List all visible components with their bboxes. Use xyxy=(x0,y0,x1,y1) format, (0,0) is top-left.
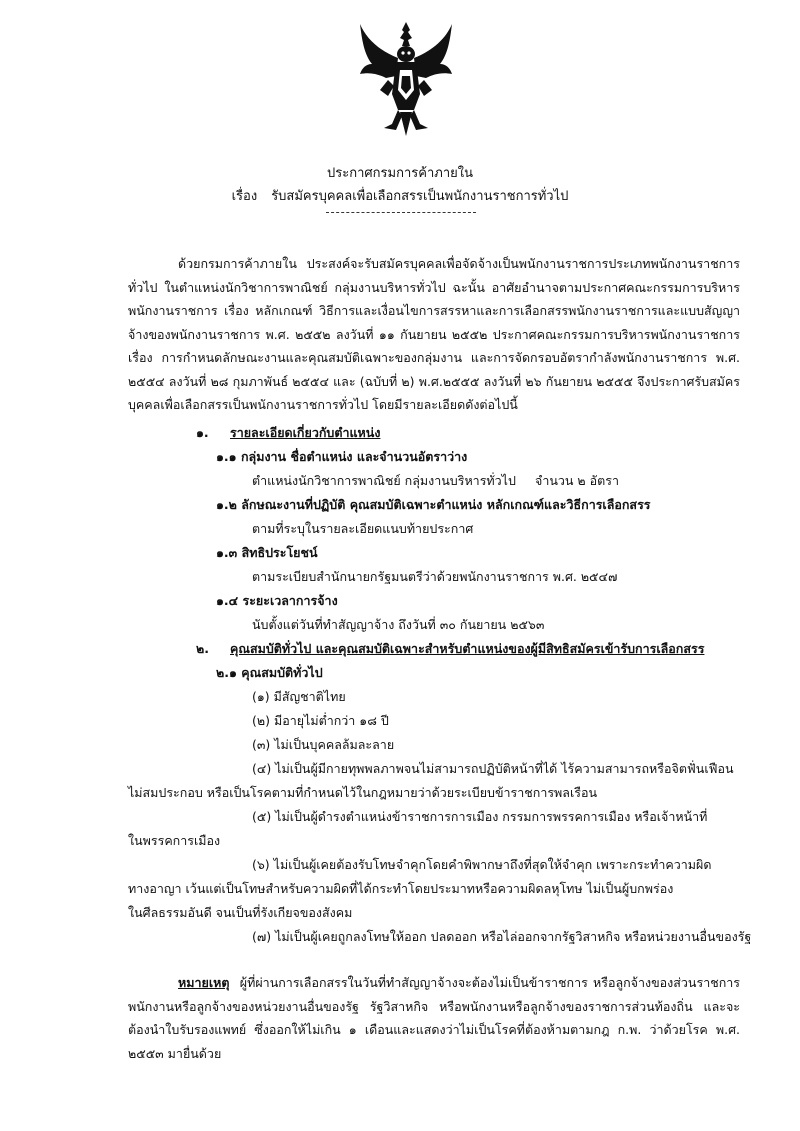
section-2-number: ๒. xyxy=(196,641,209,656)
note-label: หมายเหตุ xyxy=(178,975,230,990)
note-paragraph xyxy=(128,971,740,1065)
section-1-3-title: ๑.๓ สิทธิประโยชน์ xyxy=(216,545,318,560)
qualification-2: (๒) มีอายุไม่ต่ำกว่า ๑๘ ปี xyxy=(252,713,389,728)
intro-paragraph: ด้วยกรมการค้าภายใน ประสงค์จะรับสมัครบุคคลเพื่อจัดจ้างเป็นพนักงานราชการประเภทพนักงานราชการทั่วไป ในตำแหน่งนักวิชาการพาณิชย์ กลุ่มงานบริหารทั่วไป ฉะนั้น อาศัยอำนาจตามประกาศคณะกรรมการบริหารพนักงานราชการ เรื่อง หลักเกณฑ์ วิธีการและเงื่อนไขการสรรหาและการเลือกสรรพนักงานราชการและแบบสัญญาจ้างของพนักงานราชการ พ.ศ. ๒๕๕๒ ลงวันที่ ๑๑ กันยายน ๒๕๕๒ ประกาศคณะกรรมการบริหารพนักงานราชการ เรื่อง การกำหนดลักษณะงานและคุณสมบัติเฉพาะของกลุ่มงาน และการจัดกรอบอัตรากำลังพนักงานราชการ พ.ศ. ๒๕๕๔ ลงวันที่ ๒๘ กุมภาพันธ์ ๒๕๕๔ และ (ฉบับที่ ๒) พ.ศ.๒๕๕๕ ลงวันที่ ๒๖ กันยายน ๒๕๕๕ จึงประกาศรับสมัครบุคคลเพื่อเลือกสรรเป็นพนักงานราชการทั่วไป โดยมีรายละเอียดดังต่อไปนี้ xyxy=(128,256,740,412)
qualification-3: (๓) ไม่เป็นบุคคลล้มละลาย xyxy=(252,737,395,752)
section-1-4-body: นับตั้งแต่วันที่ทำสัญญาจ้าง ถึงวันที่ ๓๐ กันยายน ๒๕๖๓ xyxy=(252,617,545,632)
section-1-1-body: ตำแหน่งนักวิชาการพาณิชย์ กลุ่มงานบริหารทั่วไป xyxy=(252,473,516,488)
qualification-4-line-2: ไม่สมประกอบ หรือเป็นโรคตามที่กำหนดไว้ในกฎหมายว่าด้วยระเบียบข้าราชการพลเรือน xyxy=(128,785,598,800)
section-1-1-count: จำนวน ๒ อัตรา xyxy=(535,473,619,488)
qualification-5-line-2: ในพรรคการเมือง xyxy=(128,833,221,848)
subject-text: รับสมัครบุคคลเพื่อเลือกสรรเป็นพนักงานราชการทั่วไป xyxy=(271,189,569,204)
section-1-2-title: ๑.๒ ลักษณะงานที่ปฏิบัติ คุณสมบัติเฉพาะตำแหน่ง หลักเกณฑ์และวิธีการเลือกสรร xyxy=(216,497,651,512)
section-2-title: คุณสมบัติทั่วไป และคุณสมบัติเฉพาะสำหรับตำแหน่งของผู้มีสิทธิสมัครเข้ารับการเลือกสรร xyxy=(230,641,705,656)
subject-label: เรื่อง xyxy=(231,189,258,204)
note-text: ผู้ที่ผ่านการเลือกสรรในวันที่ทำสัญญาจ้างจะต้องไม่เป็นข้าราชการ หรือลูกจ้างของส่วนราชการ พนักงานหรือลูกจ้างของหน่วยงานอื่นของรัฐ รัฐวิสาหกิจ หรือพนักงานหรือลูกจ้างของราชการส่วนท้องถิ่น และจะต้องนำใบรับรองแพทย์ ซึ่งออกให้ไม่เกิน ๑ เดือนและแสดงว่าไม่เป็นโรคที่ต้องห้ามตามกฎ ก.พ. ว่าด้วยโรค พ.ศ. ๒๕๕๓ มายื่นด้วย xyxy=(128,975,740,1061)
section-1-1-title: ๑.๑ กลุ่มงาน ชื่อตำแหน่ง และจำนวนอัตราว่าง xyxy=(216,449,468,464)
document-subject xyxy=(0,185,800,206)
qualification-6-line-3: ในศีลธรรมอันดี จนเป็นที่รังเกียจของสังคม xyxy=(128,905,353,920)
section-2-1-title: ๒.๑ คุณสมบัติทั่วไป xyxy=(216,665,323,680)
qualification-1: (๑) มีสัญชาติไทย xyxy=(252,689,346,704)
qualification-6-line-2: ทางอาญา เว้นแต่เป็นโทษสำหรับความผิดที่ได้กระทำโดยประมาทหรือความผิดลหุโทษ ไม่เป็นผู้บกพร่อง xyxy=(128,881,674,896)
garuda-emblem-icon xyxy=(358,20,454,138)
section-1-4-title: ๑.๔ ระยะเวลาการจ้าง xyxy=(216,593,338,608)
section-1-title: รายละเอียดเกี่ยวกับตำแหน่ง xyxy=(230,425,381,440)
qualification-7: (๗) ไม่เป็นผู้เคยถูกลงโทษให้ออก ปลดออก หรือไล่ออกจากรัฐวิสาหกิจ หรือหน่วยงานอื่นของรัฐ xyxy=(252,929,752,944)
section-1-3-body: ตามระเบียบสำนักนายกรัฐมนตรีว่าด้วยพนักงานราชการ พ.ศ. ๒๕๔๗ xyxy=(252,569,618,584)
qualification-4-line-1: (๔) ไม่เป็นผู้มีกายทุพพลภาพจนไม่สามารถปฏิบัติหน้าที่ได้ ไร้ความสามารถหรือจิตฟั่นเฟือน xyxy=(252,761,734,776)
section-1-number: ๑. xyxy=(196,425,209,440)
qualification-6-line-1: (๖) ไม่เป็นผู้เคยต้องรับโทษจำคุกโดยคำพิพากษาถึงที่สุดให้จำคุก เพราะกระทำความผิด xyxy=(252,857,712,872)
qualification-5-line-1: (๕) ไม่เป็นผู้ดำรงตำแหน่งข้าราชการการเมือง กรรมการพรรคการเมือง หรือเจ้าหน้าที่ xyxy=(252,809,708,824)
title-divider xyxy=(326,212,476,213)
section-1-2-body: ตามที่ระบุในรายละเอียดแนบท้ายประกาศ xyxy=(252,521,474,536)
document-title: ประกาศกรมการค้าภายใน xyxy=(327,166,473,181)
